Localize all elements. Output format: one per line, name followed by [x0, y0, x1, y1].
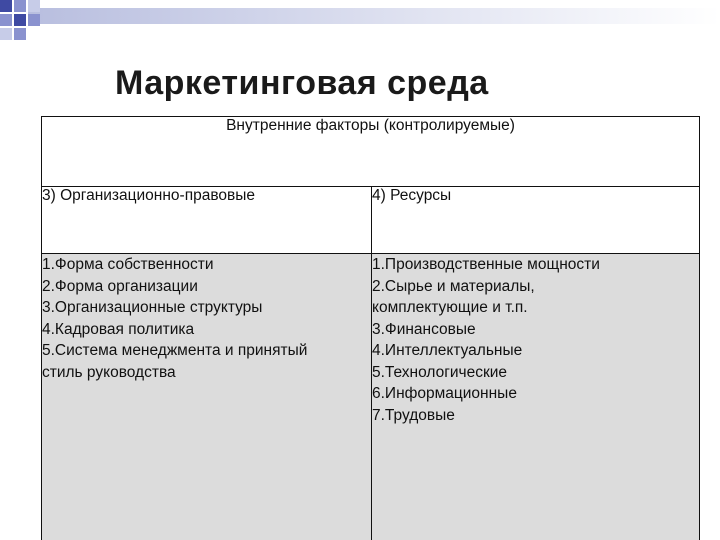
list-item: 7.Трудовые	[372, 406, 455, 424]
checker-pattern-graphic	[0, 0, 720, 40]
decorative-header-bar	[0, 0, 720, 40]
table-header-cell: Внутренние факторы (контролируемые)	[42, 117, 700, 187]
table-header-row	[42, 117, 700, 187]
slide-title: Маркетинговая среда	[115, 64, 489, 102]
items-cell	[42, 254, 372, 540]
table-row	[42, 254, 700, 540]
list-item: 6.Информационные	[372, 385, 517, 402]
list-item: 5.Технологические	[372, 363, 508, 381]
items-cell	[372, 254, 700, 540]
list-item: 3.Организационные структуры	[42, 299, 263, 316]
list-item: 5.Система менеджмента и принятый	[42, 342, 308, 359]
list-item: 3.Финансовые	[372, 320, 476, 338]
list-item: 1.Форма собственности	[42, 256, 214, 273]
factors-table	[41, 116, 700, 540]
list-item: 4.Кадровая политика	[42, 320, 195, 338]
table-row	[42, 187, 700, 254]
list-item: 4.Интеллектуальные	[372, 342, 523, 359]
list-item: комплектующие и т.п.	[372, 299, 528, 316]
list-item: 2.Форма организации	[42, 277, 198, 295]
list-item: стиль руководства	[42, 363, 176, 381]
list-item: 1.Производственные мощности	[372, 256, 600, 273]
category-cell: 4) Ресурсы	[372, 187, 700, 254]
category-cell: 3) Организационно-правовые	[42, 187, 372, 254]
list-item: 2.Сырье и материалы,	[372, 277, 535, 295]
